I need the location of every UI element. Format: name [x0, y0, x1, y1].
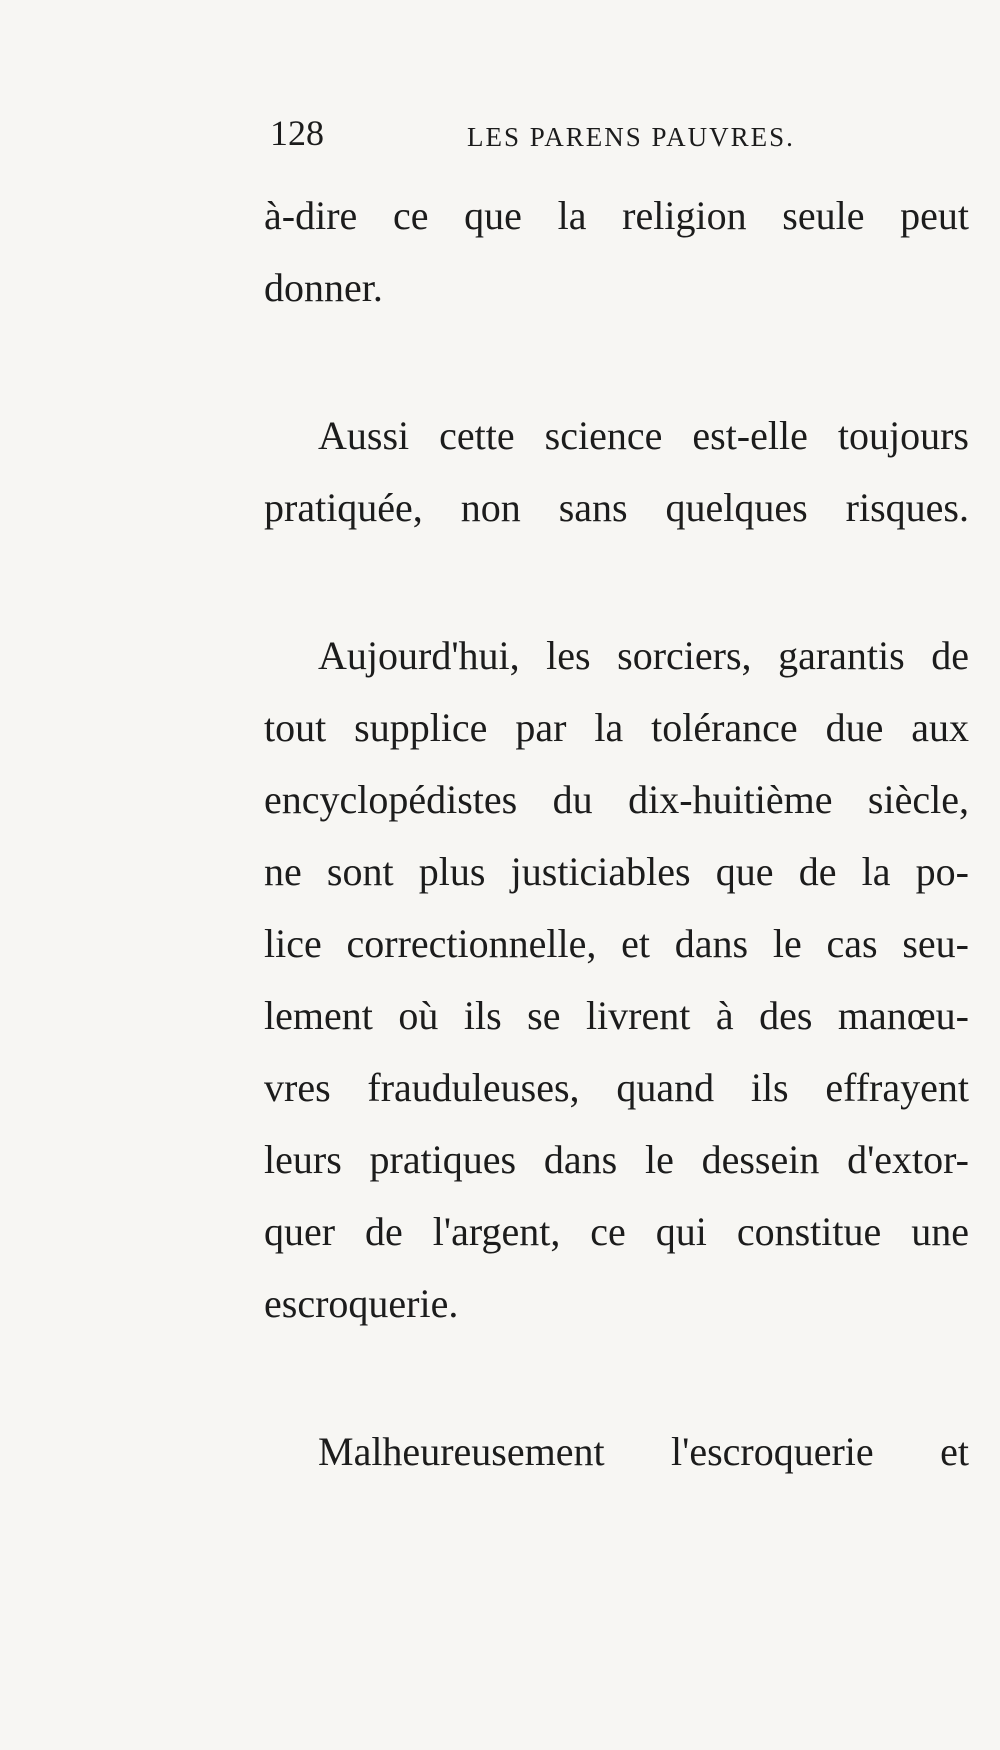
- text-line: lement où ils se livrent à des manœu-: [264, 993, 969, 1038]
- text-line: leurs pratiques dans le dessein d'extor-: [264, 1137, 969, 1182]
- text-line: quer de l'argent, ce qui constitue une: [264, 1209, 969, 1254]
- text-line: donner.: [264, 265, 383, 310]
- text-line: tout supplice par la tolérance due aux: [264, 705, 969, 750]
- page-number: 128: [270, 113, 324, 153]
- text-line: ne sont plus justiciables que de la po-: [264, 849, 969, 894]
- text-line: Aussi cette science est-elle toujours: [318, 413, 969, 458]
- paragraph: [264, 180, 969, 324]
- text-line: Malheureusement l'escroquerie et: [318, 1429, 969, 1474]
- text-line: lice correctionnelle, et dans le cas seu-: [264, 921, 969, 966]
- text-line: vres frauduleuses, quand ils effrayent: [264, 1065, 969, 1110]
- paragraph-gap: [264, 1340, 969, 1416]
- text-line: Aujourd'hui, les sorciers, garantis de: [318, 633, 969, 678]
- text-line: escroquerie.: [264, 1281, 459, 1326]
- running-head: [270, 108, 990, 158]
- text-line: pratiquée, non sans quelques risques.: [264, 485, 969, 530]
- paragraph: [264, 620, 969, 1340]
- text-line: encyclopédistes du dix-huitième siècle,: [264, 777, 969, 822]
- paragraph-gap: [264, 544, 969, 620]
- running-title: LES PARENS PAUVRES.: [467, 122, 795, 152]
- paragraph-gap: [264, 324, 969, 400]
- paragraph: [264, 1416, 969, 1488]
- paragraph: [264, 400, 969, 544]
- text-line: à-dire ce que la religion seule peut: [264, 193, 969, 238]
- body-text: [264, 180, 969, 1488]
